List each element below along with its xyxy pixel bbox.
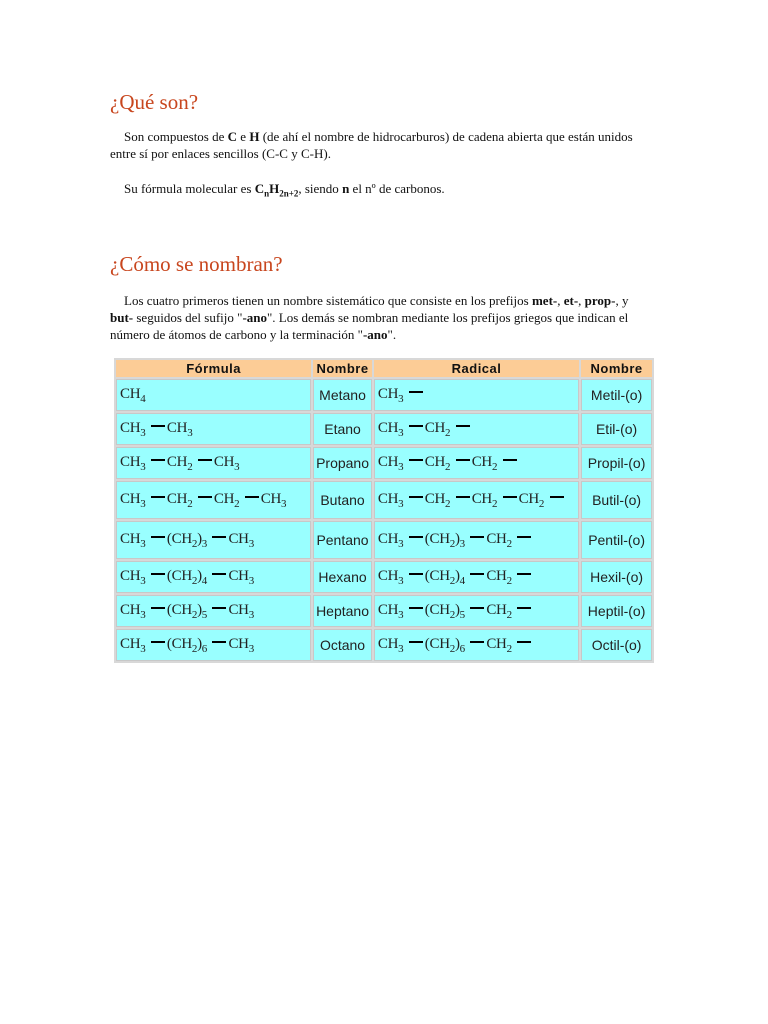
bond-line [517,607,531,609]
header-name: Nombre [313,360,372,377]
cell-radical: $CH_3$ $(CH_2)_4$ $CH_2$ [374,561,579,593]
heading-como-se-nombran: ¿Cómo se nombran? [110,252,283,276]
cell-radical-name: Heptil-(o) [581,595,652,627]
cell-formula: $CH_3$ $CH_2$ $CH_2$ $CH_3$ [116,481,311,519]
text-bold: n [342,181,350,196]
text-run: (de ahí el nombre de hidrocarburos) de cadena abierta que están unidos entre sí por enlaces sencillos (C-C y C-H). [110,129,633,161]
bond-line [198,496,212,498]
text-run: , siendo [298,181,343,196]
bond-line [456,496,470,498]
paragraph-definition [110,128,650,162]
bond-line [151,607,165,609]
text-run: e [237,129,250,144]
bond-line [409,459,423,461]
table-row [116,629,652,661]
table-row [116,447,652,479]
bond-line [198,459,212,461]
cell-name: Octano [313,629,372,661]
bond-line [470,573,484,575]
cell-radical-name: Hexil-(o) [581,561,652,593]
bond-line [550,496,564,498]
table-row [116,413,652,445]
cell-radical: $CH_3$ $CH_2$ $CH_2$ [374,447,579,479]
cell-radical: $CH_3$ $CH_2$ [374,413,579,445]
bond-line [409,641,423,643]
bond-line [517,573,531,575]
bond-line [409,536,423,538]
cell-radical-name: Butil-(o) [581,481,652,519]
bond-line [470,607,484,609]
cell-radical-name: Octil-(o) [581,629,652,661]
cell-formula: $CH_3$ $(CH_2)_4$ $CH_3$ [116,561,311,593]
bond-line [470,536,484,538]
heading-que-son: ¿Qué son? [110,90,199,114]
bond-line [409,607,423,609]
cell-name: Propano [313,447,372,479]
table-row [116,379,652,411]
cell-formula: $CH_3$ $(CH_2)_5$ $CH_3$ [116,595,311,627]
table-row [116,595,652,627]
bond-line [409,391,423,393]
bond-line [456,459,470,461]
cell-radical: $CH_3$ $(CH_2)_6$ $CH_2$ [374,629,579,661]
bond-line [503,459,517,461]
cell-radical-name: Etil-(o) [581,413,652,445]
cell-radical: $CH_3$ [374,379,579,411]
cell-radical-name: Pentil-(o) [581,521,652,559]
bond-line [151,573,165,575]
cell-formula: $CH_3$ $CH_2$ $CH_3$ [116,447,311,479]
bond-line [212,573,226,575]
bond-line [456,425,470,427]
bond-line [212,641,226,643]
text-run: Su fórmula molecular es [124,181,255,196]
cell-radical-name: Propil-(o) [581,447,652,479]
bond-line [517,641,531,643]
bond-line [151,425,165,427]
text-bold: C [227,129,238,144]
cell-name: Hexano [313,561,372,593]
table-row [116,521,652,559]
header-formula: Fórmula [116,360,311,377]
paragraph-nomenclature: Los cuatro primeros tienen un nombre sistemático que consiste en los prefijos met-, et-, prop-, y but- seguidos del sufijo "-ano". Los demás se nombran mediante los prefijos griegos que indican el número de átomos de carbono y la terminación "-ano". [110,293,629,342]
table-header-row [116,360,652,377]
cell-radical: $CH_3$ $(CH_2)_5$ $CH_2$ [374,595,579,627]
header-radical: Radical [374,360,579,377]
header-radical-name: Nombre [581,360,652,377]
table-body [116,379,652,661]
bond-line [151,496,165,498]
cell-name: Butano [313,481,372,519]
bond-line [151,459,165,461]
bond-line [151,536,165,538]
cell-formula: $CH_3$ $(CH_2)_6$ $CH_3$ [116,629,311,661]
text-bold: H [249,129,260,144]
cell-name: Metano [313,379,372,411]
cell-radical-name: Metil-(o) [581,379,652,411]
table-row [116,561,652,593]
bond-line [409,496,423,498]
text-run: Son compuestos de [124,129,228,144]
cell-formula: $CH_4$ [116,379,311,411]
bond-line [212,607,226,609]
cell-name: Etano [313,413,372,445]
cell-formula: $CH_3$ $CH_3$ [116,413,311,445]
bond-line [151,641,165,643]
bond-line [409,425,423,427]
cell-radical: $CH_3$ $CH_2$ $CH_2$ $CH_2$ [374,481,579,519]
bond-line [212,536,226,538]
general-formula: $C_nH_{2n+2}$ [254,181,299,199]
bond-line [470,641,484,643]
paragraph-formula [110,180,650,203]
cell-name: Pentano [313,521,372,559]
alkanes-table [114,358,654,663]
bond-line [245,496,259,498]
bond-line [517,536,531,538]
bond-line [503,496,517,498]
cell-radical: $CH_3$ $(CH_2)_3$ $CH_2$ [374,521,579,559]
text-run: el nº de carbonos. [349,181,445,196]
cell-name: Heptano [313,595,372,627]
bond-line [409,573,423,575]
cell-formula: $CH_3$ $(CH_2)_3$ $CH_3$ [116,521,311,559]
table-row [116,481,652,519]
